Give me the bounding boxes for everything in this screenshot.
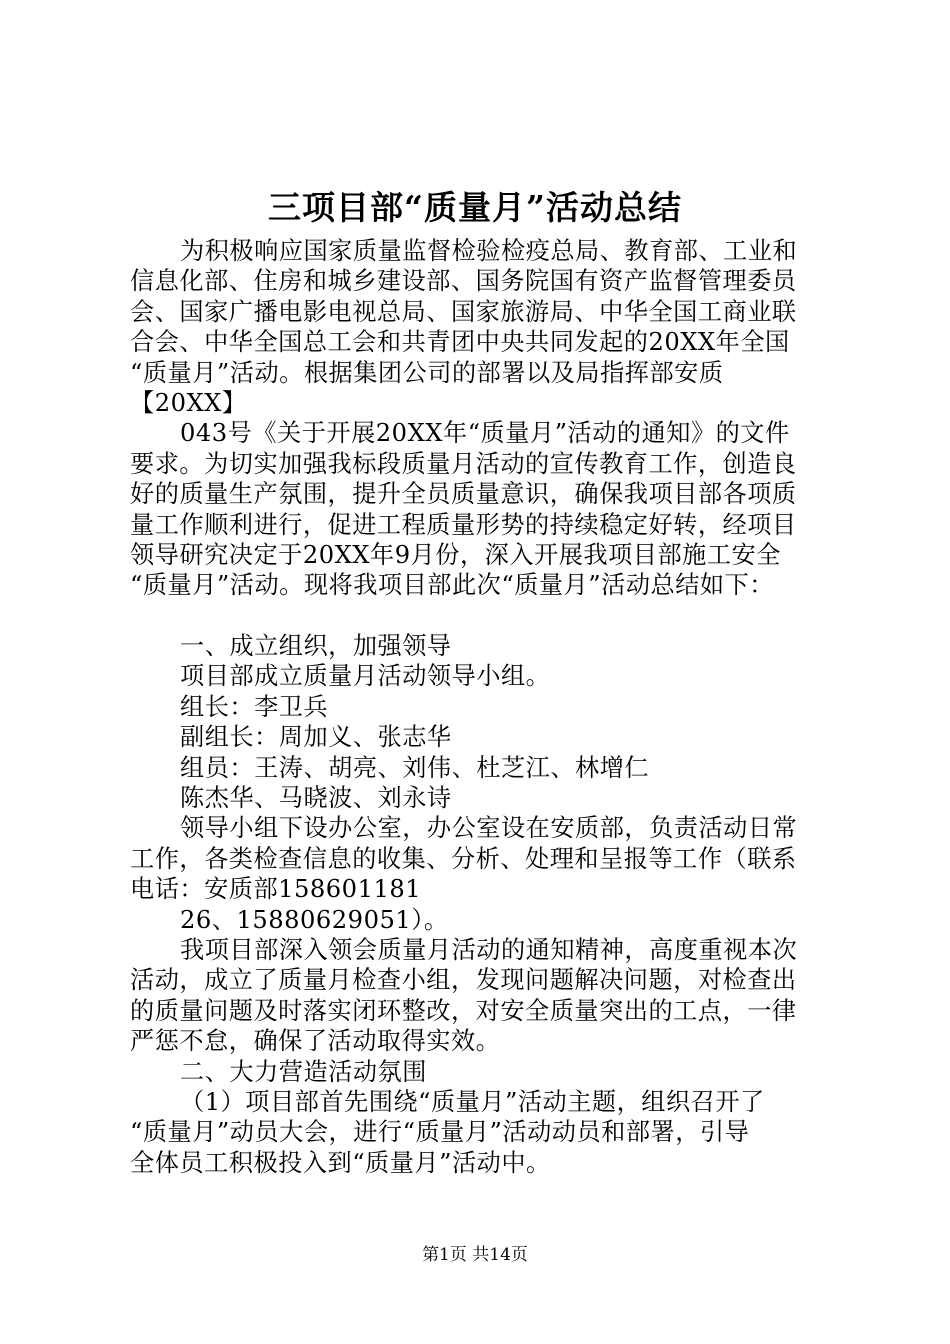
section-heading: 二、大力营造活动氛围 bbox=[180, 1057, 427, 1086]
page-indicator: 第1页 共14页 bbox=[422, 1245, 528, 1265]
body-line: 组员：王涛、胡亮、刘伟、杜芝江、林增仁 bbox=[180, 753, 650, 782]
body-line: 领导小组下设办公室，办公室设在安质部，负责活动日常 bbox=[180, 814, 798, 843]
paragraph-gap bbox=[130, 601, 832, 631]
body-line: 要求。为切实加强我标段质量月活动的宣传教育工作，创造良 bbox=[130, 449, 797, 478]
body-line: 的质量问题及时落实闭环整改，对安全质量突出的工点，一律 bbox=[130, 996, 797, 1025]
body-line: 好的质量生产氛围，提升全员质量意识，确保我项目部各项质 bbox=[130, 480, 797, 509]
section-heading: 一、成立组织，加强领导 bbox=[180, 631, 452, 660]
body-line: 陈杰华、马晓波、刘永诗 bbox=[180, 783, 452, 812]
document-body bbox=[130, 236, 832, 1178]
body-line: “质量月”活动。现将我项目部此次“质量月”活动总结如下： bbox=[130, 571, 774, 600]
body-line: （1）项目部首先围绕“质量月”活动主题，组织召开了 bbox=[180, 1087, 765, 1116]
body-line: 全体员工积极投入到“质量月”活动中。 bbox=[130, 1148, 551, 1177]
body-line: 【20XX】 bbox=[130, 389, 247, 418]
body-line: 副组长：周加义、张志华 bbox=[180, 723, 452, 752]
body-line: “质量月”活动。根据集团公司的部署以及局指挥部安质 bbox=[130, 358, 724, 387]
document-title: 三项目部“质量月”活动总结 bbox=[268, 188, 682, 227]
body-line: 组长：李卫兵 bbox=[180, 692, 329, 721]
body-line: 会、国家广播电影电视总局、国家旅游局、中华全国工商业联 bbox=[130, 297, 797, 326]
body-line: 26、15880629051）。 bbox=[180, 905, 449, 934]
body-line: 043号《关于开展20XX年“质量月”活动的通知》的文件 bbox=[180, 419, 790, 448]
body-line: 活动，成立了质量月检查小组，发现问题解决问题，对检查出 bbox=[130, 966, 797, 995]
body-line: 工作，各类检查信息的收集、分析、处理和呈报等工作（联系 bbox=[130, 844, 797, 873]
body-line: 为积极响应国家质量监督检验检疫总局、教育部、工业和 bbox=[180, 237, 798, 265]
body-line: 量工作顺利进行，促进工程质量形势的持续稳定好转，经项目 bbox=[130, 510, 797, 539]
body-line: 合会、中华全国总工会和共青团中央共同发起的20XX年全国 bbox=[130, 328, 790, 357]
body-line: 我项目部深入领会质量月活动的通知精神，高度重视本次 bbox=[180, 935, 798, 964]
body-line: 信息化部、住房和城乡建设部、国务院国有资产监督管理委员 bbox=[130, 267, 797, 296]
body-line: “质量月”动员大会，进行“质量月”活动动员和部署，引导 bbox=[130, 1118, 750, 1147]
body-line: 严惩不怠，确保了活动取得实效。 bbox=[130, 1027, 501, 1056]
body-line: 电话：安质部158601181 bbox=[130, 875, 422, 904]
body-line: 项目部成立质量月活动领导小组。 bbox=[180, 662, 551, 691]
body-line: 领导研究决定于20XX年9月份，深入开展我项目部施工安全 bbox=[130, 541, 781, 570]
